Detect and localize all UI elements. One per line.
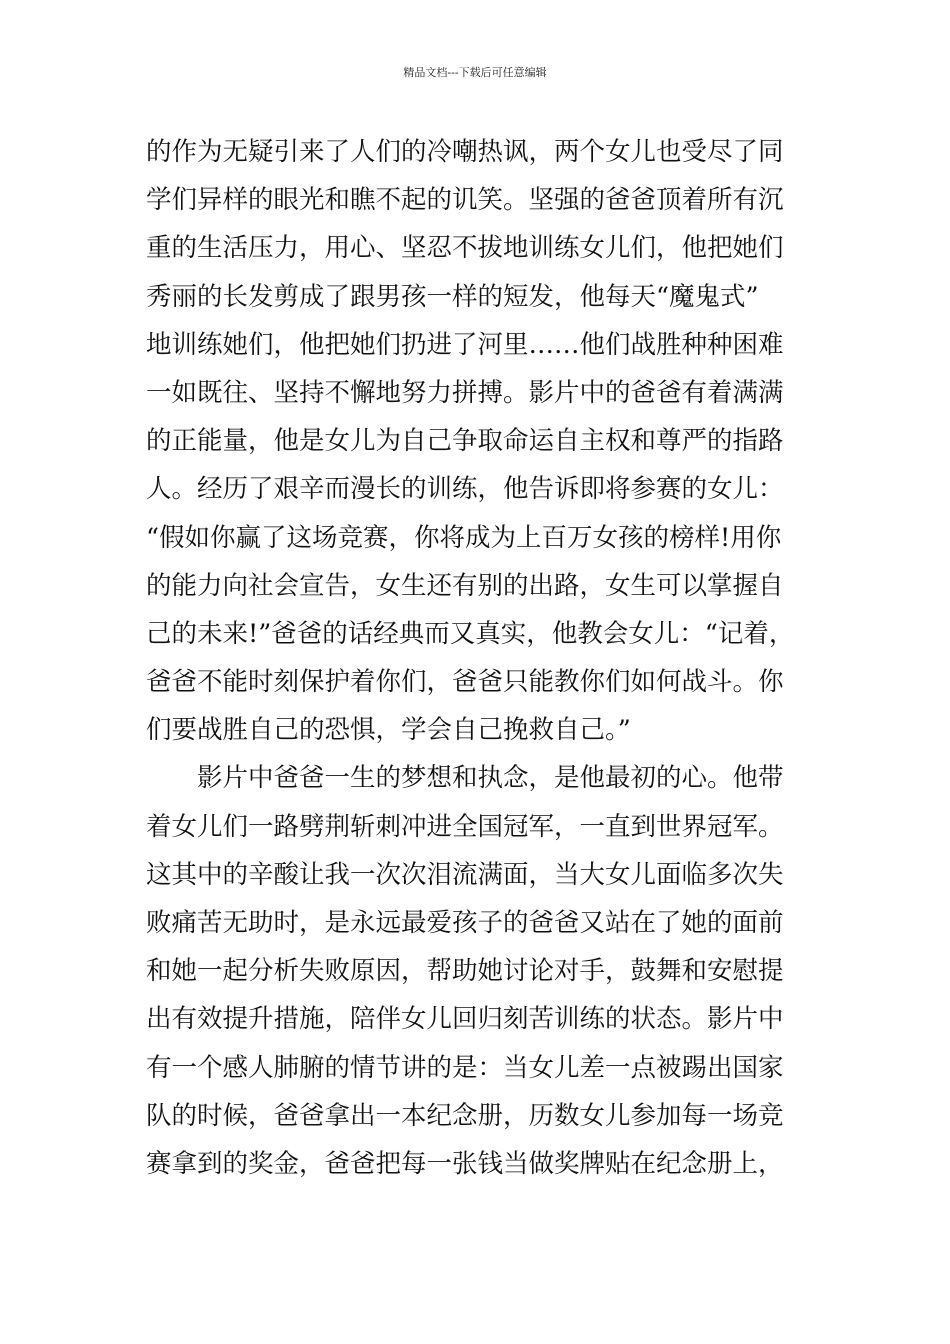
- text-line: 的作为无疑引来了人们的冷嘲热讽，两个女儿也受尽了同: [146, 137, 784, 167]
- text-line: 一如既往、坚持不懈地努力拼搏。影片中的爸爸有着满满: [146, 377, 784, 408]
- text-line: 和她一起分析失败原因，帮助她讨论对手，鼓舞和安慰提: [146, 956, 784, 987]
- text-line: 着女儿们一路劈荆斩刺冲进全国冠军，一直到世界冠军。: [146, 811, 784, 842]
- body-text: [146, 128, 812, 1188]
- text-line: 人。经历了艰辛而漫长的训练，他告诉即将参赛的女儿：: [146, 474, 784, 505]
- text-line: 地训练她们，他把她们扔进了河里……他们战胜种种困难: [146, 329, 784, 360]
- text-line: 队的时候，爸爸拿出一本纪念册，历数女儿参加每一场竞: [146, 1100, 784, 1131]
- text-line: 这其中的辛酸让我一次次泪流满面，当大女儿面临多次失: [146, 859, 784, 890]
- text-line: 败痛苦无助时，是永远最爱孩子的爸爸又站在了她的面前: [146, 908, 784, 938]
- text-line: 的正能量，他是女儿为自己争取命运自主权和尊严的指路: [146, 426, 784, 457]
- text-line: 重的生活压力，用心、坚忍不拔地训练女儿们，他把她们: [146, 233, 784, 264]
- text-line: 出有效提升措施，陪伴女儿回归刻苦训练的状态。影片中: [146, 1004, 784, 1035]
- text-line: 爸爸不能时刻保护着你们，爸爸只能教你们如何战斗。你: [146, 667, 784, 698]
- text-line: 有一个感人肺腑的情节讲的是：当女儿差一点被踢出国家: [146, 1052, 784, 1083]
- text-line: 己的未来!”爸爸的话经典而又真实，他教会女儿：“记着，: [146, 618, 795, 649]
- text-line: 学们异样的眼光和瞧不起的讥笑。坚强的爸爸顶着所有沉: [146, 185, 784, 216]
- text-line: 秀丽的长发剪成了跟男孩一样的短发，他每天“魔鬼式”: [146, 281, 759, 312]
- text-line: 们要战胜自己的恐惧，学会自己挽救自己。”: [146, 715, 631, 746]
- text-line: 的能力向社会宣告，女生还有别的出路，女生可以掌握自: [146, 570, 784, 601]
- page-header: 精品文档---下载后可任意编辑: [403, 66, 547, 79]
- text-line: 赛拿到的奖金，爸爸把每一张钱当做奖牌贴在纪念册上，: [146, 1148, 784, 1179]
- text-line: “假如你赢了这场竞赛，你将成为上百万女孩的榜样!用你: [146, 522, 782, 553]
- text-line: 影片中爸爸一生的梦想和执念，是他最初的心。他带: [146, 763, 784, 794]
